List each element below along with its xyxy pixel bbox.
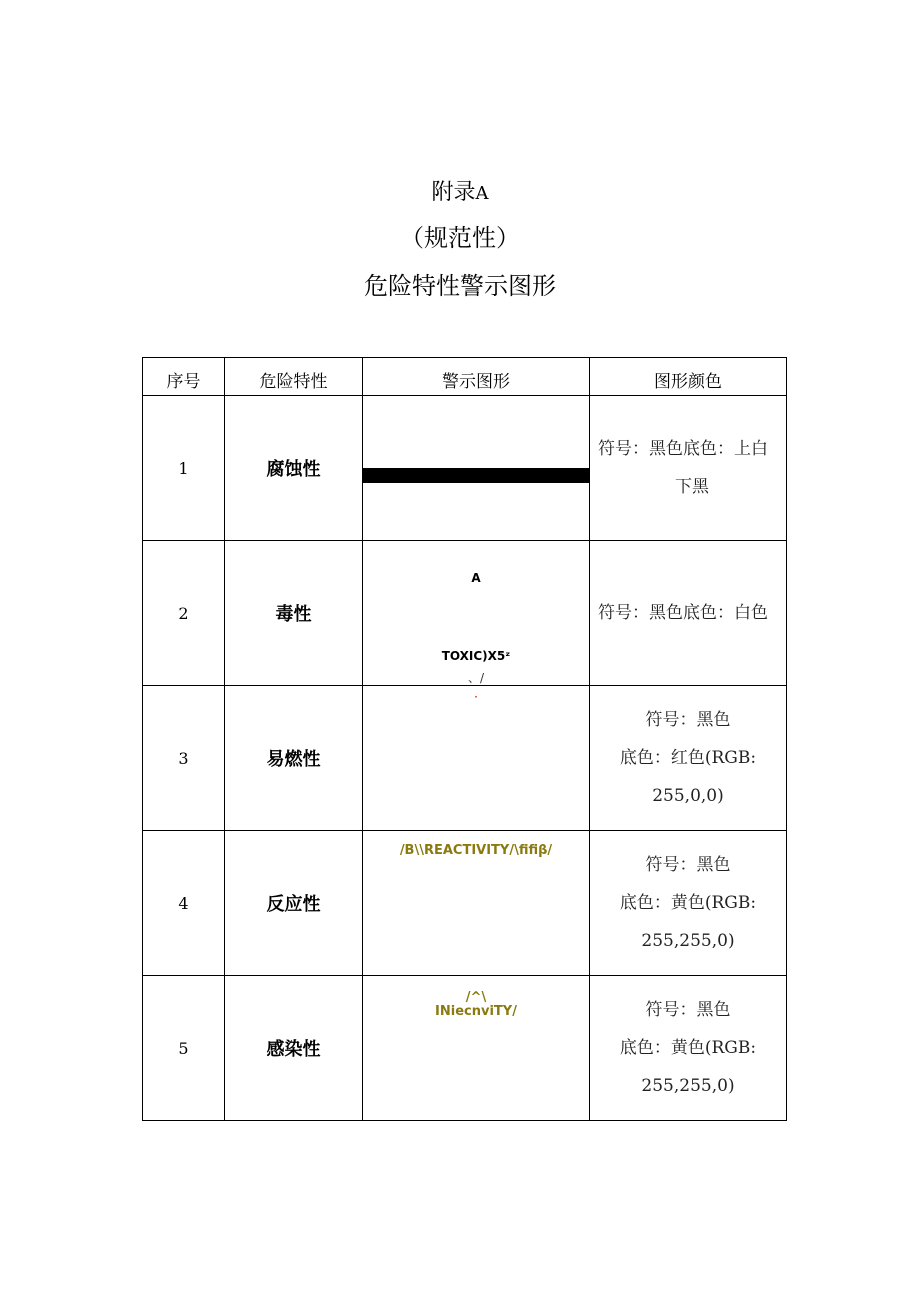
header-color: 图形颜色	[590, 358, 787, 396]
table-row	[143, 396, 787, 541]
color-line: 底色：黄色(RGB:	[619, 893, 757, 913]
row-number: 5	[143, 976, 225, 1121]
color-line: 底色：黄色(RGB:	[619, 1038, 757, 1058]
color-line: 255,255,0)	[641, 931, 735, 951]
toxic-symbol-mark: 、/	[467, 671, 485, 685]
row-property: 易燃性	[225, 686, 363, 831]
table-row	[143, 831, 787, 976]
infectious-symbol-top: /^\	[465, 990, 487, 1005]
toxic-symbol-top: A	[471, 571, 481, 585]
row-number: 1	[143, 396, 225, 541]
header-number: 序号	[143, 358, 225, 396]
color-line: 255,255,0)	[641, 1076, 735, 1096]
row-color	[590, 396, 787, 541]
toxic-symbol-text: TOXIC)X5ᶻ	[441, 649, 511, 663]
table-row	[143, 976, 787, 1121]
row-color	[590, 686, 787, 831]
row-color	[590, 976, 787, 1121]
row-graphic	[363, 686, 590, 831]
color-line: 符号：黑色底色：白色	[598, 603, 768, 623]
row-property: 腐蚀性	[225, 396, 363, 541]
appendix-heading	[0, 175, 920, 206]
row-property: 反应性	[225, 831, 363, 976]
color-line: 下黑	[675, 477, 709, 497]
flammable-symbol-dot: ·	[474, 690, 478, 704]
color-line: 符号：黑色底色：上白	[598, 439, 768, 459]
color-line: 底色：红色(RGB:	[619, 748, 757, 768]
header-property: 危险特性	[225, 358, 363, 396]
appendix-label: 附录	[431, 180, 476, 205]
appendix-letter: A	[475, 183, 489, 204]
row-graphic	[363, 831, 590, 976]
color-line: 符号：黑色	[645, 855, 731, 875]
color-line: 符号：黑色	[645, 710, 731, 730]
color-line: 255,0,0)	[652, 786, 724, 806]
row-graphic	[363, 541, 590, 686]
infectious-symbol-text: INiecnviTY/	[435, 1004, 517, 1019]
row-color	[590, 831, 787, 976]
normative-label: （规范性）	[400, 224, 520, 252]
table-header-row	[143, 358, 787, 396]
header-graphic: 警示图形	[363, 358, 590, 396]
table-row	[143, 541, 787, 686]
row-color	[590, 541, 787, 686]
row-number: 2	[143, 541, 225, 686]
row-number: 3	[143, 686, 225, 831]
hazard-table	[142, 357, 787, 1121]
row-graphic	[363, 396, 590, 541]
row-property: 毒性	[225, 541, 363, 686]
table-row	[143, 686, 787, 831]
row-graphic	[363, 976, 590, 1121]
color-line: 符号：黑色	[645, 1000, 731, 1020]
page-title: 危险特性警示图形	[364, 272, 556, 300]
row-property: 感染性	[225, 976, 363, 1121]
reactivity-symbol-text: /B\\REACTIVITY/\fifiβ/	[399, 843, 553, 858]
row-number: 4	[143, 831, 225, 976]
corrosive-symbol-bar	[363, 468, 589, 483]
